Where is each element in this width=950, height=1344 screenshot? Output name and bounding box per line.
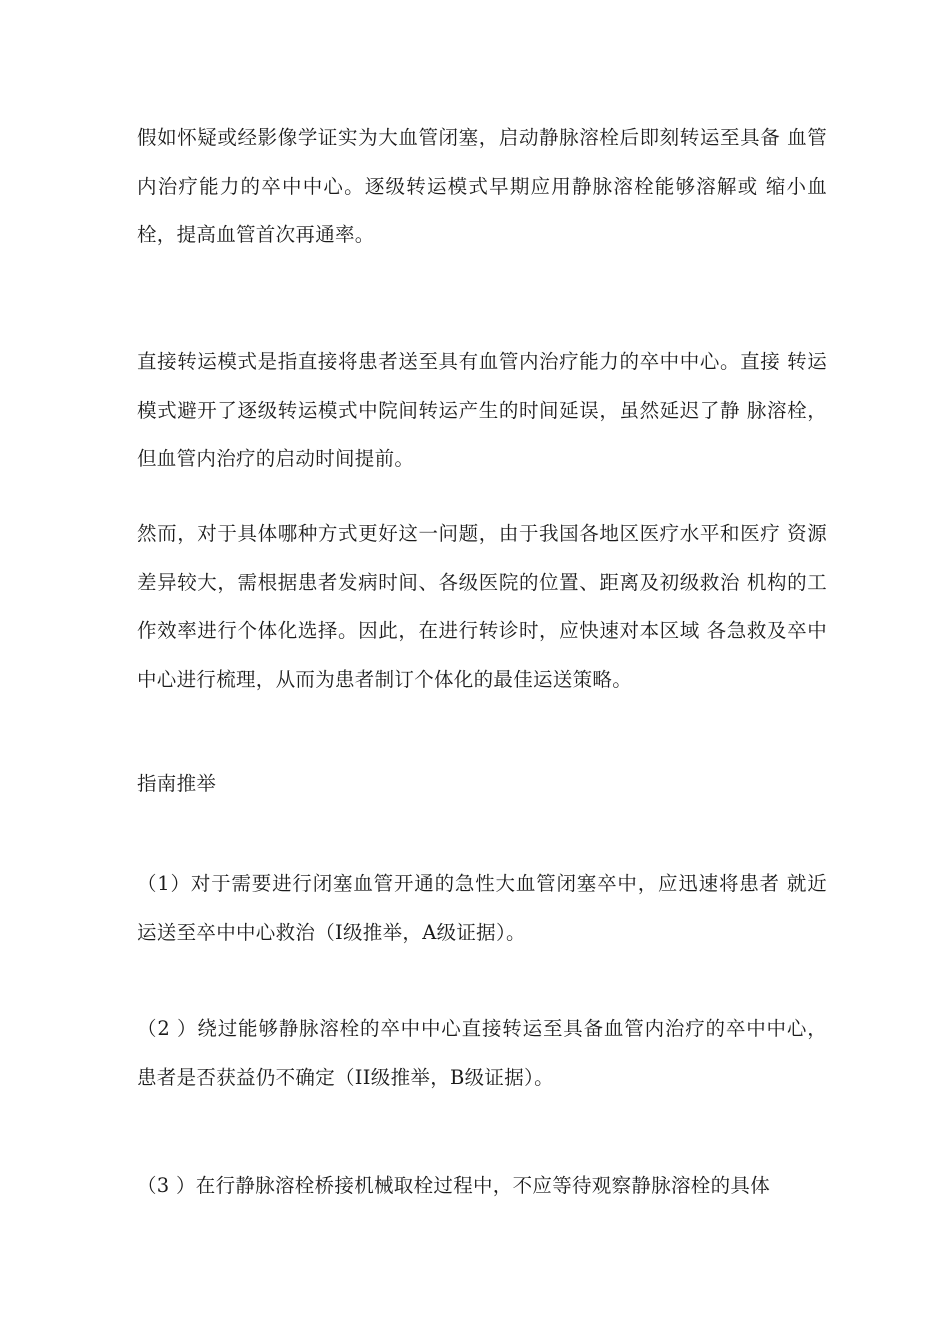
paragraph-vessel-occlusion-transfer: 假如怀疑或经影像学证实为大血管闭塞，启动静脉溶栓后即刻转运至具备 血管内治疗能力的卒中中心。逐级转运模式早期应用静脉溶栓能够溶解或 缩小血栓，提高血管首次再通率。 [137, 126, 827, 246]
paragraph-direct-transfer-mode: 直接转运模式是指直接将患者送至具有血管内治疗能力的卒中中心。直接 转运模式避开了逐级转运模式中院间转运产生的时间延误，虽然延迟了静 脉溶栓，但血管内治疗的启动时间提前。 [137, 350, 827, 470]
paragraph-regional-differences: 然而，对于具体哪种方式更好这一问题，由于我国各地区医疗水平和医疗 资源差异较大，需根据患者发病时间、各级医院的位置、距离及初级救治 机构的工作效率进行个体化选择。因此，在进行转诊时，应快速对本区域 各急救及卒中中心进行梳理，从而为患者制订个体化的最佳运送策略。 [137, 522, 827, 691]
recommendation-item-2: （2 ）绕过能够静脉溶栓的卒中中心直接转运至具备血管内治疗的卒中中心，患者是否获益仍不确定（II级推举，B级证据）。 [137, 1017, 827, 1089]
recommendation-item-3: （3 ）在行静脉溶栓桥接机械取栓过程中，不应等待观察静脉溶栓的具体 [137, 1174, 771, 1197]
section-heading-guideline-recommendations: 指南推举 [137, 772, 217, 795]
recommendation-item-1: （1）对于需要进行闭塞血管开通的急性大血管闭塞卒中，应迅速将患者 就近运送至卒中中心救治（I级推举，A级证据）。 [137, 872, 827, 944]
